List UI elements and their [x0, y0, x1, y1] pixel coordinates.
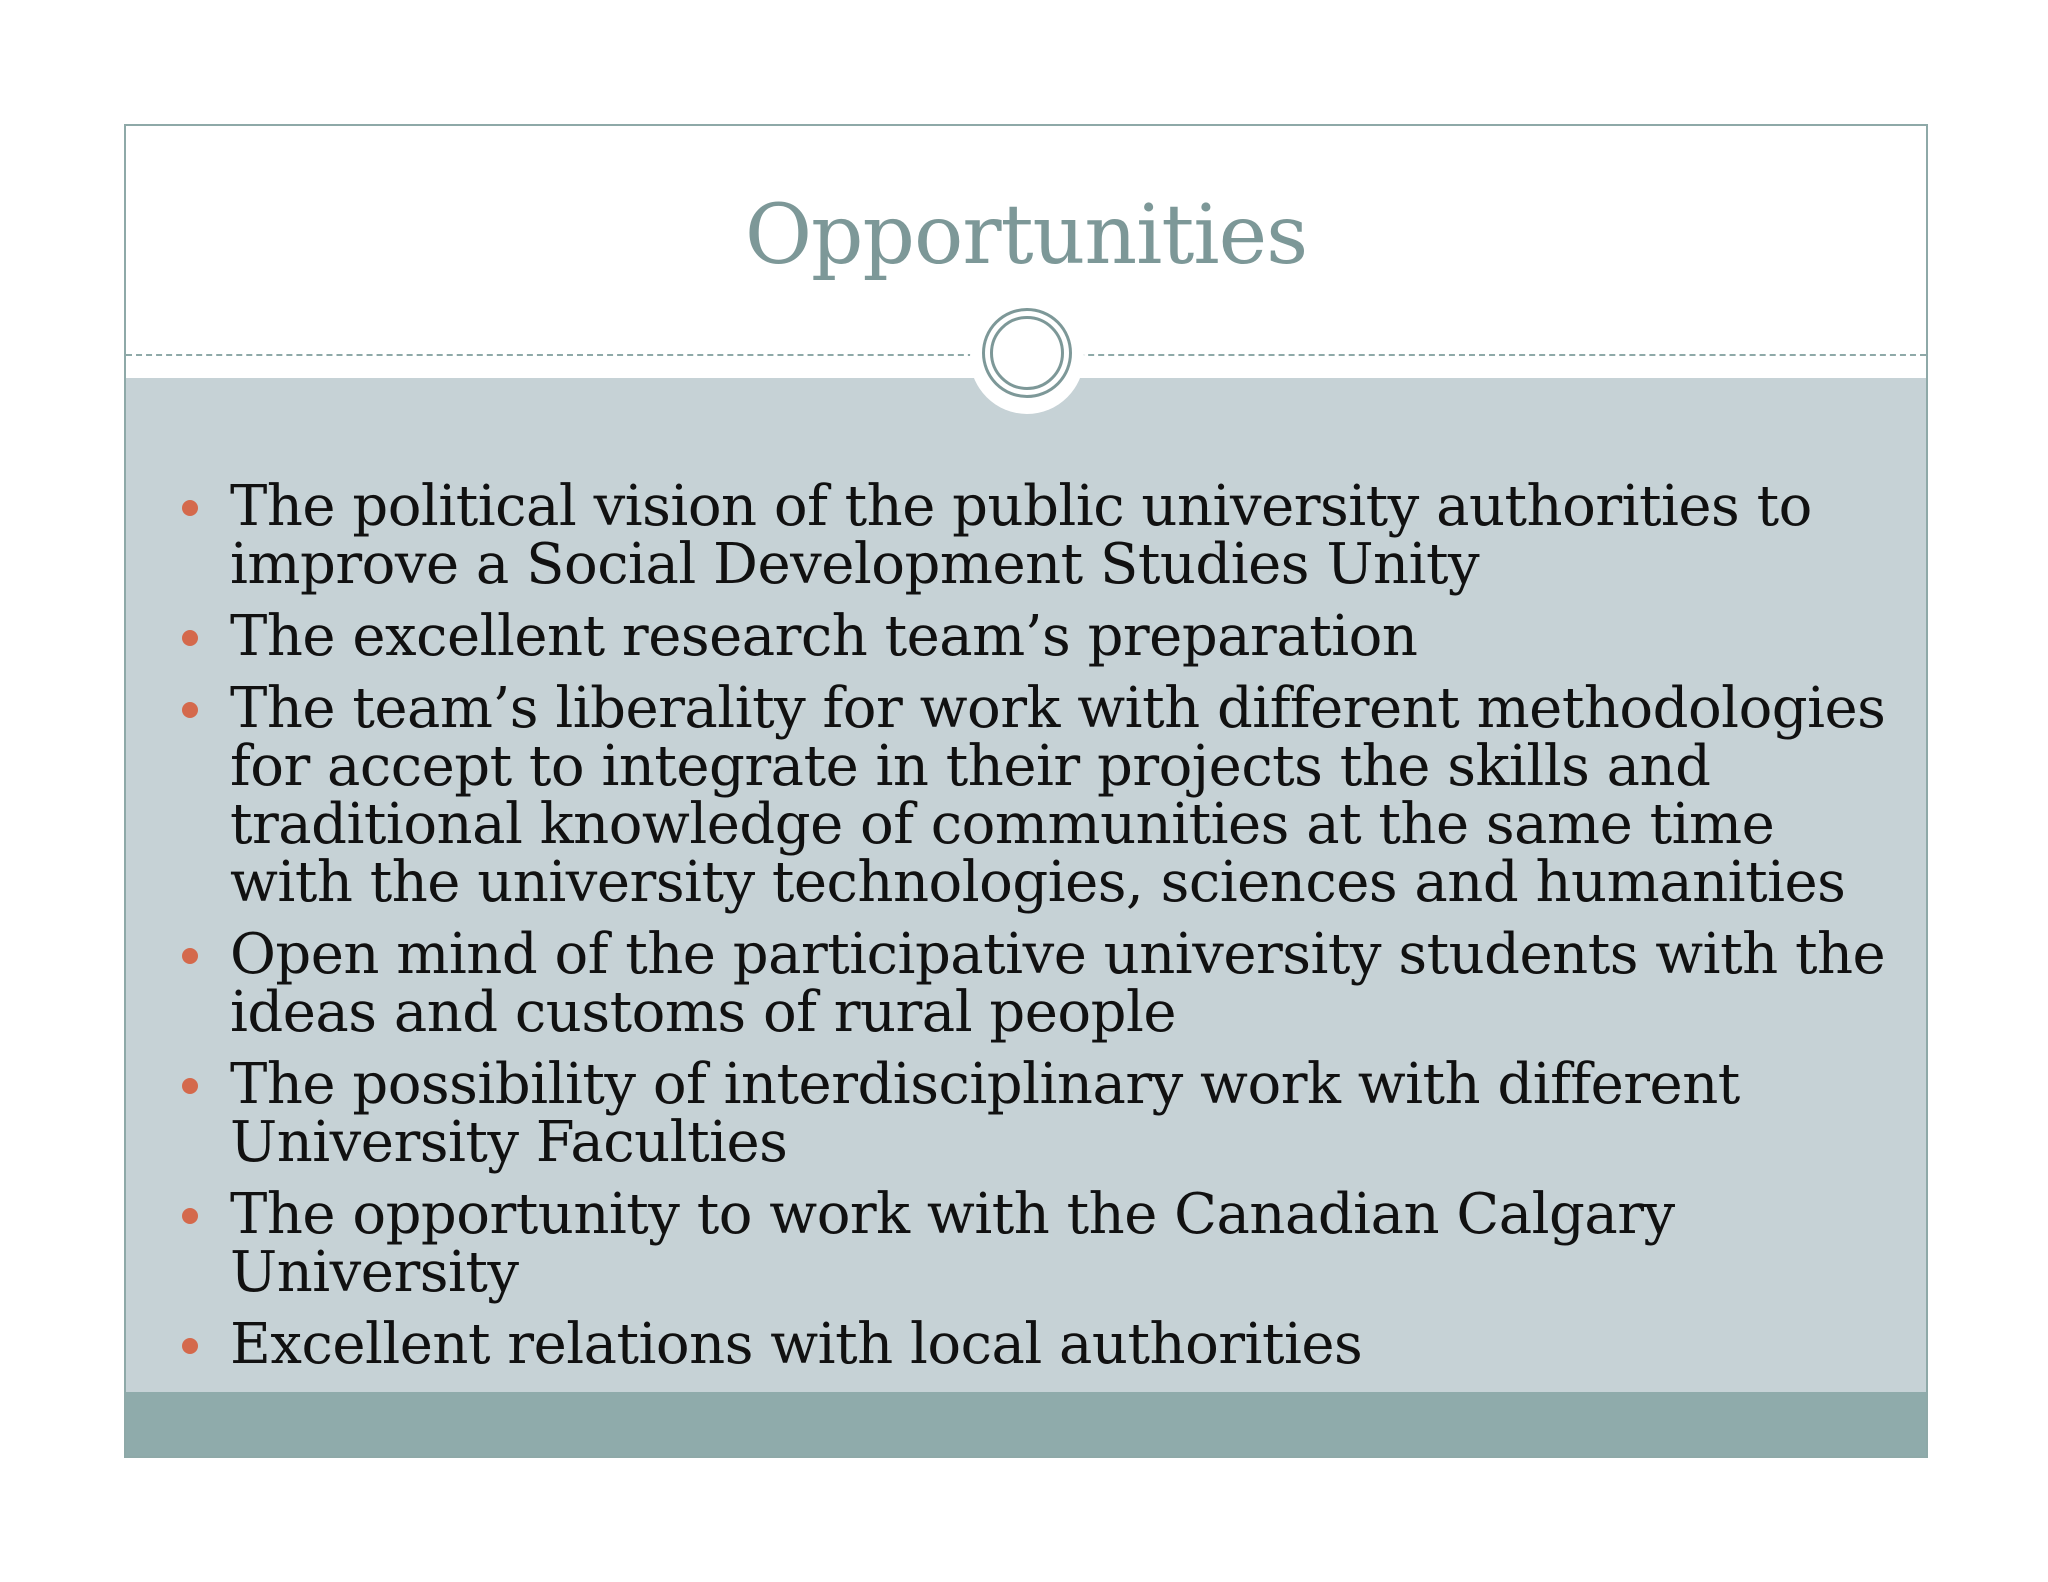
- bullet-dot-icon: [182, 1078, 198, 1094]
- list-item: [126, 1052, 1926, 1175]
- list-item: [126, 474, 1926, 597]
- list-item: [126, 676, 1926, 915]
- bullet-text: Excellent relations with local authorities: [230, 1312, 1363, 1377]
- list-item: [126, 922, 1926, 1045]
- bullet-text: The team’s liberality for work with different methodologies for accept to integrate in their projects the skills and traditional knowledge of communities at the same time with the university technologies, sciences and humanities: [230, 676, 1886, 915]
- bullet-list: [126, 474, 1926, 1388]
- slide-title: Opportunities: [744, 188, 1308, 283]
- list-item: [126, 604, 1926, 669]
- bullet-text: Open mind of the participative university students with the ideas and customs of rural people: [230, 922, 1886, 1045]
- list-item: [126, 1182, 1926, 1305]
- bullet-text: The possibility of interdisciplinary work with different University Faculties: [230, 1052, 1740, 1175]
- bullet-dot-icon: [182, 1208, 198, 1224]
- bullet-dot-icon: [182, 702, 198, 718]
- bullet-dot-icon: [182, 1338, 198, 1354]
- bullet-text: The excellent research team’s preparation: [230, 604, 1418, 669]
- divider-circle-inner-icon: [990, 316, 1064, 390]
- bullet-text: The political vision of the public university authorities to improve a Social Development Studies Unity: [230, 474, 1812, 597]
- slide-frame: [124, 124, 1928, 1458]
- bullet-dot-icon: [182, 948, 198, 964]
- bullet-dot-icon: [182, 630, 198, 646]
- bullet-dot-icon: [182, 500, 198, 516]
- list-item: [126, 1312, 1926, 1377]
- footer-band: [126, 1392, 1926, 1456]
- bullet-text: The opportunity to work with the Canadian Calgary University: [230, 1182, 1675, 1305]
